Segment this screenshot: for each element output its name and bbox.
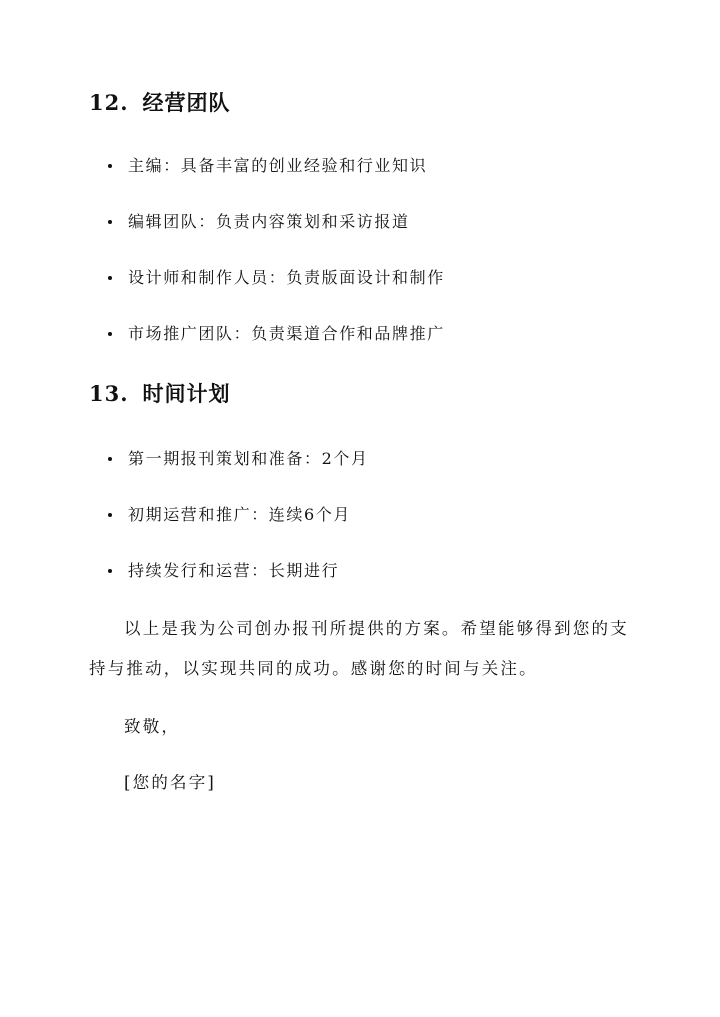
closing-paragraph-line-1: 以上是我为公司创办报刊所提供的方案。希望能够得到您的支 <box>124 619 629 638</box>
list-item-text: 第一期报刊策划和准备：2个月 <box>128 449 369 468</box>
section-title: 经营团队 <box>142 90 231 115</box>
bullet-icon <box>108 164 112 168</box>
section-number: 13. <box>89 381 129 406</box>
closing-paragraph-line-2: 持与推动，以实现共同的成功。感谢您的时间与关注。 <box>89 659 538 678</box>
signature: [您的名字] <box>124 773 217 792</box>
list-item <box>108 211 410 233</box>
list-item-text: 主编：具备丰富的创业经验和行业知识 <box>128 156 428 175</box>
bullet-icon <box>108 513 112 517</box>
bullet-icon <box>108 569 112 573</box>
bullet-icon <box>108 276 112 280</box>
bullet-icon <box>108 332 112 336</box>
section-number: 12. <box>89 90 129 115</box>
bullet-icon <box>108 220 112 224</box>
list-item <box>108 323 445 345</box>
list-item <box>108 267 445 289</box>
list-item <box>108 560 339 582</box>
section-title: 时间计划 <box>142 381 231 406</box>
list-item-text: 设计师和制作人员：负责版面设计和制作 <box>128 268 445 287</box>
bullet-icon <box>108 457 112 461</box>
list-item <box>108 155 427 177</box>
list-item-text: 编辑团队：负责内容策划和采访报道 <box>128 212 410 231</box>
section-heading-team <box>89 90 231 116</box>
list-item-text: 持续发行和运营：长期进行 <box>128 561 340 580</box>
list-item <box>108 448 369 470</box>
list-item <box>108 504 351 526</box>
salutation: 致敬， <box>124 717 181 736</box>
list-item-text: 初期运营和推广：连续6个月 <box>128 505 351 524</box>
section-heading-schedule <box>89 381 231 407</box>
list-item-text: 市场推广团队：负责渠道合作和品牌推广 <box>128 324 445 343</box>
